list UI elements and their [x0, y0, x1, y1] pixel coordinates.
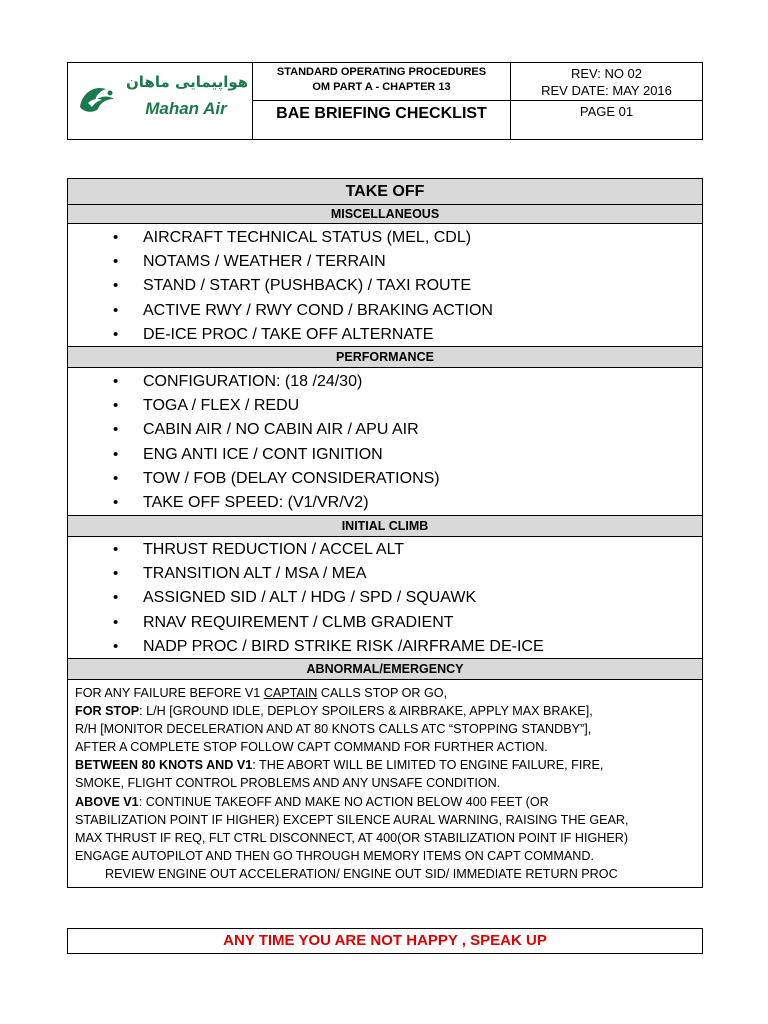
abnormal-procedure-text	[75, 684, 698, 883]
list-item: • ASSIGNED SID / ALT / HDG / SPD / SQUAWK	[68, 586, 702, 610]
title-cell	[253, 63, 511, 139]
logo-cell	[68, 63, 253, 139]
list-item: • ENG ANTI ICE / CONT IGNITION	[68, 443, 702, 467]
section-heading-initial-climb: INITIAL CLIMB	[68, 515, 702, 537]
list-item: • CONFIGURATION: (18 /24/30)	[68, 370, 702, 394]
abnormal-line: MAX THRUST IF REQ, FLT CTRL DISCONNECT, AT 400(OR STABILIZATION POINT IF HIGHER)	[75, 830, 629, 845]
revision-number: REV: NO 02	[570, 66, 643, 81]
page-number: PAGE 01	[579, 104, 634, 119]
miscellaneous-list	[68, 226, 702, 347]
section-heading-miscellaneous: MISCELLANEOUS	[68, 205, 702, 224]
list-item: • TOGA / FLEX / REDU	[68, 394, 702, 418]
abnormal-line: FOR ANY FAILURE BEFORE V1 CAPTAIN CALLS STOP OR GO,	[75, 686, 448, 700]
list-item: • TAKE OFF SPEED: (V1/VR/V2)	[68, 491, 702, 515]
abnormal-line: ABOVE V1: CONTINUE TAKEOFF AND MAKE NO ACTION BELOW 400 FEET (OR	[75, 794, 549, 809]
list-item: • TRANSITION ALT / MSA / MEA	[68, 562, 702, 586]
logo-text-english: Mahan Air	[145, 99, 227, 118]
list-item: • TOW / FOB (DELAY CONSIDERATIONS)	[68, 467, 702, 491]
logo-text-persian: هواپیمایی ماهان	[126, 73, 249, 91]
initial-climb-list	[68, 538, 702, 659]
list-item: • ACTIVE RWY / RWY COND / BRAKING ACTION	[68, 299, 702, 323]
divider	[253, 100, 510, 101]
list-item: • CABIN AIR / NO CABIN AIR / APU AIR	[68, 418, 702, 442]
list-item: • NOTAMS / WEATHER / TERRAIN	[68, 250, 702, 274]
abnormal-line: R/H [MONITOR DECELERATION AND AT 80 KNOTS CALLS ATC “STOPPING STANDBY”],	[75, 722, 592, 737]
list-item: • THRUST REDUCTION / ACCEL ALT	[68, 538, 702, 562]
list-item: • AIRCRAFT TECHNICAL STATUS (MEL, CDL)	[68, 226, 702, 250]
list-item: • STAND / START (PUSHBACK) / TAXI ROUTE	[68, 274, 702, 298]
section-heading-performance: PERFORMANCE	[68, 346, 702, 368]
speak-up-banner: ANY TIME YOU ARE NOT HAPPY , SPEAK UP	[67, 928, 703, 954]
abnormal-line: REVIEW ENGINE OUT ACCELERATION/ ENGINE OUT SID/ IMMEDIATE RETURN PROC	[105, 866, 618, 881]
doc-title-line2: OM PART A - CHAPTER 13	[312, 81, 451, 93]
abnormal-line: STABILIZATION POINT IF HIGHER) EXCEPT SILENCE AURAL WARNING, RAISING THE GEAR,	[75, 812, 629, 827]
revision-cell	[511, 63, 702, 139]
checklist-title: BAE BRIEFING CHECKLIST	[276, 105, 487, 122]
section-title: TAKE OFF	[68, 178, 702, 205]
list-item: • DE-ICE PROC / TAKE OFF ALTERNATE	[68, 323, 702, 347]
document-header	[67, 62, 703, 140]
abnormal-line: SMOKE, FLIGHT CONTROL PROBLEMS AND ANY UNSAFE CONDITION.	[75, 776, 501, 791]
section-heading-abnormal-emergency: ABNORMAL/EMERGENCY	[68, 658, 702, 680]
between-label: BETWEEN 80 KNOTS AND V1	[75, 758, 253, 773]
above-v1-label: ABOVE V1	[75, 794, 139, 809]
for-stop-label: FOR STOP	[75, 704, 140, 719]
abnormal-line: BETWEEN 80 KNOTS AND V1: THE ABORT WILL BE LIMITED TO ENGINE FAILURE, FIRE,	[75, 758, 604, 773]
list-item: • RNAV REQUIREMENT / CLMB GRADIENT	[68, 611, 702, 635]
doc-title-line1: STANDARD OPERATING PROCEDURES	[276, 66, 487, 78]
revision-date: REV DATE: MAY 2016	[541, 83, 672, 98]
performance-list	[68, 370, 702, 515]
divider	[511, 100, 702, 101]
checklist-table	[67, 178, 703, 888]
captain-emphasis: CAPTAIN	[263, 686, 318, 700]
abnormal-line: FOR STOP: L/H [GROUND IDLE, DEPLOY SPOILERS & AIRBRAKE, APPLY MAX BRAKE],	[75, 704, 593, 719]
abnormal-line: ENGAGE AUTOPILOT AND THEN GO THROUGH MEMORY ITEMS ON CAPT COMMAND.	[75, 848, 594, 863]
list-item: • NADP PROC / BIRD STRIKE RISK /AIRFRAME DE-ICE	[68, 635, 702, 659]
abnormal-line: AFTER A COMPLETE STOP FOLLOW CAPT COMMAND FOR FURTHER ACTION.	[75, 740, 548, 755]
